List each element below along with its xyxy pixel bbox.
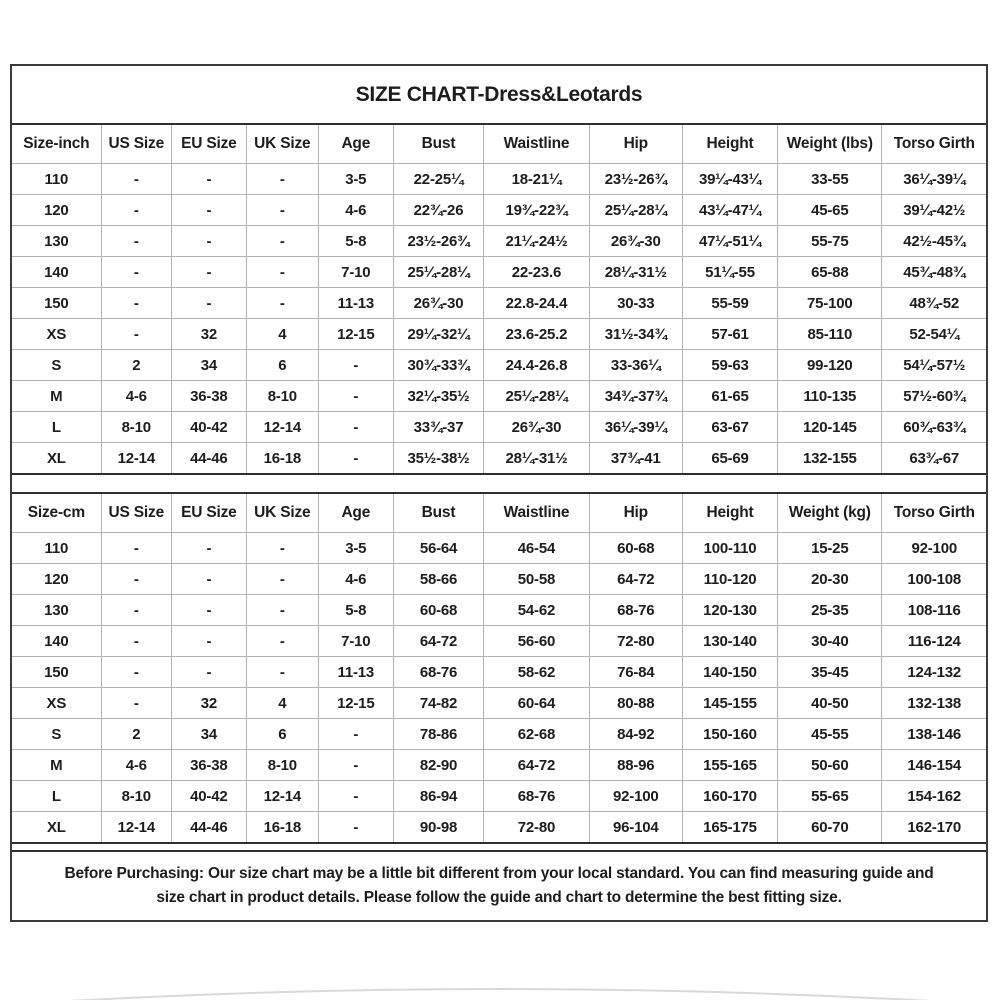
column-header: Age <box>318 124 393 164</box>
table-cell: 99-120 <box>778 350 882 381</box>
table-cell: 25¼-28¼ <box>393 257 484 288</box>
table-cell: 8-10 <box>101 781 171 812</box>
table-cell: 20-30 <box>778 564 882 595</box>
table-cell: - <box>318 443 393 475</box>
table-cell: 132-138 <box>882 688 986 719</box>
table-cell: 28¼-31½ <box>484 443 589 475</box>
table-cell: 4-6 <box>318 564 393 595</box>
table-cell: - <box>318 719 393 750</box>
table-cell: 6 <box>246 719 318 750</box>
table-cell: - <box>101 257 171 288</box>
table-cell: 140 <box>12 257 101 288</box>
table-cell: 4-6 <box>101 381 171 412</box>
table-cell: 46-54 <box>484 533 589 564</box>
table-cell: 108-116 <box>882 595 986 626</box>
table-cell: 39¼-42½ <box>882 195 986 226</box>
table-cell: 57-61 <box>682 319 777 350</box>
column-header: UK Size <box>246 124 318 164</box>
table-cell: 58-62 <box>484 657 589 688</box>
table-cell: M <box>12 381 101 412</box>
table-cell: 60-68 <box>589 533 682 564</box>
table-cell: 29¼-32¼ <box>393 319 484 350</box>
table-cell: 3-5 <box>318 164 393 195</box>
table-cell: 22¾-26 <box>393 195 484 226</box>
table-cell: 68-76 <box>393 657 484 688</box>
table-cell: - <box>101 195 171 226</box>
table-cell: 22-25¼ <box>393 164 484 195</box>
table-cell: 2 <box>101 719 171 750</box>
table-cell: 162-170 <box>882 812 986 844</box>
table-cell: - <box>171 564 246 595</box>
table-cell: 34 <box>171 350 246 381</box>
table-row <box>12 257 986 288</box>
table-cell: - <box>171 595 246 626</box>
table-cell: 76-84 <box>589 657 682 688</box>
table-row <box>12 195 986 226</box>
table-cell: 68-76 <box>484 781 589 812</box>
decorative-bottom-arc <box>0 976 1000 1000</box>
column-header: Age <box>318 493 393 533</box>
table-cell: - <box>101 626 171 657</box>
size-table-cm <box>12 492 986 844</box>
table-cell: - <box>246 564 318 595</box>
table-cell: 75-100 <box>778 288 882 319</box>
table-cell: 5-8 <box>318 595 393 626</box>
table-cell: 5-8 <box>318 226 393 257</box>
table-cell: 110 <box>12 164 101 195</box>
table-row <box>12 412 986 443</box>
table-cell: 64-72 <box>484 750 589 781</box>
table-row <box>12 781 986 812</box>
column-header: Height <box>682 124 777 164</box>
column-header: US Size <box>101 124 171 164</box>
table-cell: L <box>12 412 101 443</box>
table-cell: 19¾-22¾ <box>484 195 589 226</box>
table-cell: 165-175 <box>682 812 777 844</box>
table-cell: 78-86 <box>393 719 484 750</box>
table-cell: 140 <box>12 626 101 657</box>
table-cell: 110 <box>12 533 101 564</box>
table-cell: - <box>246 164 318 195</box>
table-cell: 63¾-67 <box>882 443 986 475</box>
table-row <box>12 564 986 595</box>
table-cell: 124-132 <box>882 657 986 688</box>
table-cell: 60-64 <box>484 688 589 719</box>
table-cell: 48¾-52 <box>882 288 986 319</box>
table-cell: L <box>12 781 101 812</box>
table-cell: 32 <box>171 688 246 719</box>
column-header: UK Size <box>246 493 318 533</box>
table-cell: 23½-26¾ <box>393 226 484 257</box>
column-header: Waistline <box>484 493 589 533</box>
table-cell: 120-130 <box>682 595 777 626</box>
table-cell: XS <box>12 688 101 719</box>
table-cell: 116-124 <box>882 626 986 657</box>
table-cell: 21¼-24½ <box>484 226 589 257</box>
page-title: SIZE CHART-Dress&Leotards <box>355 82 643 106</box>
table-cell: 90-98 <box>393 812 484 844</box>
table-cell: 45-65 <box>778 195 882 226</box>
table-cell: 60-70 <box>778 812 882 844</box>
table-cell: - <box>246 195 318 226</box>
table-row <box>12 164 986 195</box>
table-cell: 100-108 <box>882 564 986 595</box>
table-cell: - <box>171 626 246 657</box>
table-row <box>12 688 986 719</box>
table-cell: 12-14 <box>101 812 171 844</box>
table-cell: 15-25 <box>778 533 882 564</box>
table-cell: 54¼-57½ <box>882 350 986 381</box>
table-cell: - <box>318 812 393 844</box>
column-header: Weight (kg) <box>778 493 882 533</box>
column-header: Size-cm <box>12 493 101 533</box>
table-cell: 64-72 <box>393 626 484 657</box>
table-cell: 45¾-48¾ <box>882 257 986 288</box>
table-cell: 30¾-33¾ <box>393 350 484 381</box>
table-cell: 138-146 <box>882 719 986 750</box>
table-cell: 8-10 <box>246 750 318 781</box>
table-cell: 50-58 <box>484 564 589 595</box>
table-cell: M <box>12 750 101 781</box>
table-header-row-inch <box>12 124 986 164</box>
table-cell: - <box>246 657 318 688</box>
table-cell: 33¾-37 <box>393 412 484 443</box>
table-cell: 26¾-30 <box>484 412 589 443</box>
purchase-note <box>12 850 986 920</box>
table-cell: 150 <box>12 657 101 688</box>
table-cell: 30-40 <box>778 626 882 657</box>
table-cell: 55-59 <box>682 288 777 319</box>
table-cell: 47¼-51¼ <box>682 226 777 257</box>
table-cell: 37¾-41 <box>589 443 682 475</box>
table-row <box>12 226 986 257</box>
column-header: US Size <box>101 493 171 533</box>
table-cell: 61-65 <box>682 381 777 412</box>
table-cell: 150 <box>12 288 101 319</box>
table-cell: 82-90 <box>393 750 484 781</box>
table-cell: 24.4-26.8 <box>484 350 589 381</box>
table-cell: - <box>318 412 393 443</box>
table-cell: 8-10 <box>246 381 318 412</box>
table-cell: 63-67 <box>682 412 777 443</box>
table-cell: 40-42 <box>171 781 246 812</box>
table-cell: - <box>101 226 171 257</box>
table-cell: 33-36¼ <box>589 350 682 381</box>
table-cell: 130 <box>12 226 101 257</box>
table-cell: 56-64 <box>393 533 484 564</box>
table-cell: 145-155 <box>682 688 777 719</box>
table-cell: 26¾-30 <box>393 288 484 319</box>
table-cell: 36¼-39¼ <box>589 412 682 443</box>
table-cell: - <box>171 226 246 257</box>
table-cell: 86-94 <box>393 781 484 812</box>
table-cell: 120 <box>12 564 101 595</box>
table-cell: - <box>171 288 246 319</box>
table-cell: 62-68 <box>484 719 589 750</box>
column-header: Torso Girth <box>882 124 986 164</box>
table-cell: - <box>246 288 318 319</box>
column-header: Height <box>682 493 777 533</box>
table-cell: - <box>101 657 171 688</box>
column-header: Torso Girth <box>882 493 986 533</box>
table-cell: 54-62 <box>484 595 589 626</box>
table-row <box>12 595 986 626</box>
table-cell: 11-13 <box>318 288 393 319</box>
table-cell: - <box>101 319 171 350</box>
size-table-inch <box>12 123 986 475</box>
table-cell: 7-10 <box>318 626 393 657</box>
table-cell: - <box>101 164 171 195</box>
table-row <box>12 443 986 475</box>
table-cell: 154-162 <box>882 781 986 812</box>
table-cell: - <box>246 595 318 626</box>
table-row <box>12 626 986 657</box>
table-cell: 23.6-25.2 <box>484 319 589 350</box>
column-header: EU Size <box>171 124 246 164</box>
table-cell: - <box>171 657 246 688</box>
column-header: Size-inch <box>12 124 101 164</box>
table-cell: 12-15 <box>318 319 393 350</box>
table-cell: - <box>101 595 171 626</box>
table-row <box>12 812 986 844</box>
table-cell: 65-69 <box>682 443 777 475</box>
table-cell: 25¼-28¼ <box>484 381 589 412</box>
table-cell: 65-88 <box>778 257 882 288</box>
table-row <box>12 719 986 750</box>
table-cell: 80-88 <box>589 688 682 719</box>
purchase-note-line1: Before Purchasing: Our size chart may be a little bit different from your local standard. You can find measuring guide and <box>64 864 934 882</box>
table-cell: 52-54¼ <box>882 319 986 350</box>
table-header-row-cm <box>12 493 986 533</box>
table-cell: 25¼-28¼ <box>589 195 682 226</box>
table-cell: 36-38 <box>171 381 246 412</box>
table-cell: 35½-38½ <box>393 443 484 475</box>
table-cell: 59-63 <box>682 350 777 381</box>
table-cell: 45-55 <box>778 719 882 750</box>
table-cell: 110-120 <box>682 564 777 595</box>
table-cell: 23½-26¾ <box>589 164 682 195</box>
table-row <box>12 533 986 564</box>
table-cell: - <box>101 533 171 564</box>
table-cell: 3-5 <box>318 533 393 564</box>
table-cell: 72-80 <box>484 812 589 844</box>
table-cell: 36¼-39¼ <box>882 164 986 195</box>
table-cell: - <box>318 781 393 812</box>
table-cell: 4-6 <box>101 750 171 781</box>
table-cell: 12-14 <box>246 781 318 812</box>
table-row <box>12 288 986 319</box>
table-cell: 60¾-63¾ <box>882 412 986 443</box>
table-cell: 16-18 <box>246 812 318 844</box>
table-cell: 110-135 <box>778 381 882 412</box>
table-cell: XL <box>12 443 101 475</box>
table-cell: 33-55 <box>778 164 882 195</box>
table-cell: 44-46 <box>171 812 246 844</box>
table-cell: 4 <box>246 319 318 350</box>
table-cell: XS <box>12 319 101 350</box>
column-header: Hip <box>589 124 682 164</box>
table-cell: 35-45 <box>778 657 882 688</box>
table-cell: 55-65 <box>778 781 882 812</box>
table-cell: - <box>318 750 393 781</box>
table-cell: 16-18 <box>246 443 318 475</box>
column-header: Hip <box>589 493 682 533</box>
table-cell: - <box>246 257 318 288</box>
table-row <box>12 381 986 412</box>
table-cell: 40-42 <box>171 412 246 443</box>
table-cell: 28¼-31½ <box>589 257 682 288</box>
table-cell: - <box>171 164 246 195</box>
table-cell: 40-50 <box>778 688 882 719</box>
table-cell: 12-15 <box>318 688 393 719</box>
table-cell: 88-96 <box>589 750 682 781</box>
table-cell: 11-13 <box>318 657 393 688</box>
table-cell: 85-110 <box>778 319 882 350</box>
table-cell: 72-80 <box>589 626 682 657</box>
table-cell: 50-60 <box>778 750 882 781</box>
column-header: Bust <box>393 124 484 164</box>
column-header: EU Size <box>171 493 246 533</box>
column-header: Bust <box>393 493 484 533</box>
table-cell: 130 <box>12 595 101 626</box>
table-cell: 132-155 <box>778 443 882 475</box>
table-cell: 60-68 <box>393 595 484 626</box>
table-cell: 42½-45¾ <box>882 226 986 257</box>
table-cell: 64-72 <box>589 564 682 595</box>
table-cell: 34¾-37¾ <box>589 381 682 412</box>
table-cell: 96-104 <box>589 812 682 844</box>
table-cell: 120 <box>12 195 101 226</box>
table-cell: 25-35 <box>778 595 882 626</box>
table-cell: 6 <box>246 350 318 381</box>
table-cell: 155-165 <box>682 750 777 781</box>
table-cell: 4-6 <box>318 195 393 226</box>
table-cell: 30-33 <box>589 288 682 319</box>
table-cell: - <box>318 350 393 381</box>
table-cell: 150-160 <box>682 719 777 750</box>
table-cell: 2 <box>101 350 171 381</box>
table-cell: 8-10 <box>101 412 171 443</box>
table-cell: 7-10 <box>318 257 393 288</box>
table-cell: 84-92 <box>589 719 682 750</box>
table-cell: - <box>171 257 246 288</box>
table-cell: - <box>101 564 171 595</box>
table-row <box>12 319 986 350</box>
table-cell: - <box>318 381 393 412</box>
table-cell: - <box>246 226 318 257</box>
table-cell: 68-76 <box>589 595 682 626</box>
table-cell: 22-23.6 <box>484 257 589 288</box>
table-cell: 92-100 <box>589 781 682 812</box>
table-cell: 57½-60¾ <box>882 381 986 412</box>
table-cell: 26¾-30 <box>589 226 682 257</box>
table-cell: 4 <box>246 688 318 719</box>
table-row <box>12 750 986 781</box>
column-header: Weight (lbs) <box>778 124 882 164</box>
table-cell: 74-82 <box>393 688 484 719</box>
column-header: Waistline <box>484 124 589 164</box>
table-cell: 120-145 <box>778 412 882 443</box>
table-cell: 31½-34¾ <box>589 319 682 350</box>
table-cell: - <box>246 626 318 657</box>
table-cell: 92-100 <box>882 533 986 564</box>
table-cell: - <box>101 288 171 319</box>
table-cell: - <box>171 533 246 564</box>
table-cell: - <box>101 688 171 719</box>
table-cell: 39¼-43¼ <box>682 164 777 195</box>
table-cell: 56-60 <box>484 626 589 657</box>
table-cell: 32 <box>171 319 246 350</box>
table-cell: 100-110 <box>682 533 777 564</box>
table-cell: 146-154 <box>882 750 986 781</box>
table-cell: 32¼-35½ <box>393 381 484 412</box>
table-cell: XL <box>12 812 101 844</box>
table-cell: S <box>12 719 101 750</box>
table-cell: 44-46 <box>171 443 246 475</box>
table-cell: S <box>12 350 101 381</box>
table-cell: 36-38 <box>171 750 246 781</box>
table-row <box>12 350 986 381</box>
table-cell: - <box>246 533 318 564</box>
table-cell: 22.8-24.4 <box>484 288 589 319</box>
table-cell: 12-14 <box>246 412 318 443</box>
table-cell: 140-150 <box>682 657 777 688</box>
table-cell: 51¼-55 <box>682 257 777 288</box>
table-cell: 130-140 <box>682 626 777 657</box>
size-chart-panel <box>10 64 988 922</box>
table-cell: 12-14 <box>101 443 171 475</box>
purchase-note-line2: size chart in product details. Please follow the guide and chart to determine the best fitting size. <box>156 889 842 906</box>
table-cell: 43¼-47¼ <box>682 195 777 226</box>
table-cell: 34 <box>171 719 246 750</box>
table-cell: - <box>171 195 246 226</box>
table-divider-gap <box>12 475 986 492</box>
table-cell: 58-66 <box>393 564 484 595</box>
table-cell: 160-170 <box>682 781 777 812</box>
table-row <box>12 657 986 688</box>
table-cell: 55-75 <box>778 226 882 257</box>
table-cell: 18-21¼ <box>484 164 589 195</box>
